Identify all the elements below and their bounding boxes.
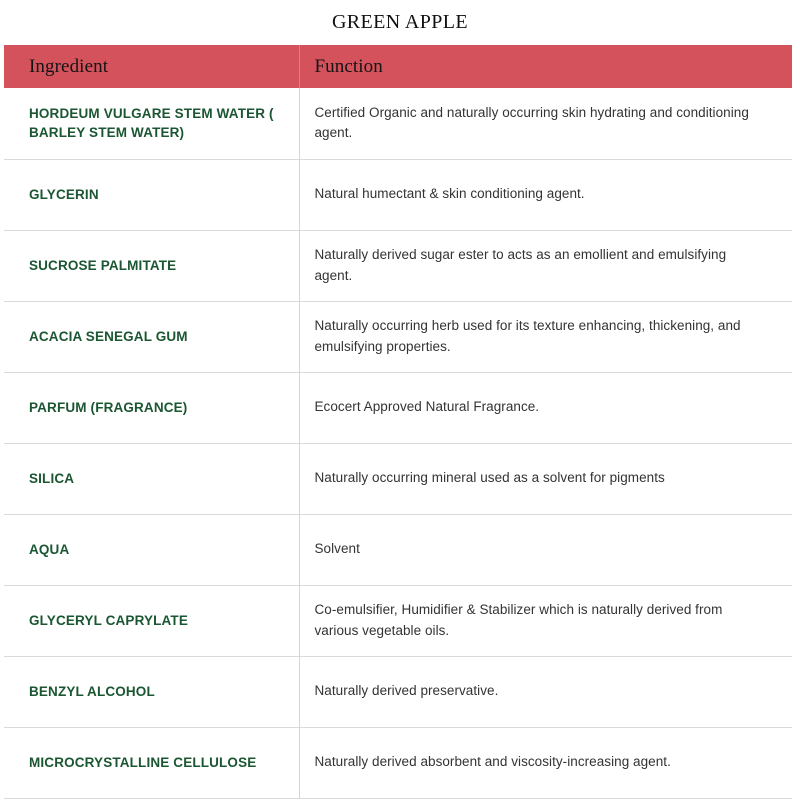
table-row bbox=[4, 727, 792, 798]
table-row bbox=[4, 514, 792, 585]
cell-ingredient: SILICA bbox=[4, 443, 299, 514]
column-header-ingredient: Ingredient bbox=[4, 45, 299, 88]
table-row bbox=[4, 656, 792, 727]
ingredient-table bbox=[4, 45, 792, 799]
table-row bbox=[4, 585, 792, 656]
cell-ingredient: SUCROSE PALMITATE bbox=[4, 230, 299, 301]
cell-ingredient: GLYCERYL CAPRYLATE bbox=[4, 585, 299, 656]
cell-ingredient: ACACIA SENEGAL GUM bbox=[4, 301, 299, 372]
cell-function: Naturally occurring mineral used as a solvent for pigments bbox=[299, 443, 792, 514]
cell-ingredient: HORDEUM VULGARE STEM WATER ( BARLEY STEM WATER) bbox=[4, 88, 299, 159]
table-row bbox=[4, 443, 792, 514]
cell-function: Naturally derived sugar ester to acts as an emollient and emulsifying agent. bbox=[299, 230, 792, 301]
cell-ingredient: BENZYL ALCOHOL bbox=[4, 656, 299, 727]
cell-ingredient: PARFUM (FRAGRANCE) bbox=[4, 372, 299, 443]
table-row bbox=[4, 88, 792, 159]
table-row bbox=[4, 301, 792, 372]
column-header-function: Function bbox=[299, 45, 792, 88]
cell-function: Certified Organic and naturally occurring skin hydrating and conditioning agent. bbox=[299, 88, 792, 159]
cell-ingredient: GLYCERIN bbox=[4, 159, 299, 230]
cell-function: Naturally derived preservative. bbox=[299, 656, 792, 727]
cell-function: Solvent bbox=[299, 514, 792, 585]
cell-function: Naturally occurring herb used for its texture enhancing, thickening, and emulsifying properties. bbox=[299, 301, 792, 372]
cell-ingredient: MICROCRYSTALLINE CELLULOSE bbox=[4, 727, 299, 798]
table-row bbox=[4, 159, 792, 230]
page-title: GREEN APPLE bbox=[331, 11, 469, 33]
cell-function: Natural humectant & skin conditioning agent. bbox=[299, 159, 792, 230]
table-header bbox=[4, 45, 792, 88]
cell-function: Co-emulsifier, Humidifier & Stabilizer which is naturally derived from various vegetable oils. bbox=[299, 585, 792, 656]
cell-function: Ecocert Approved Natural Fragrance. bbox=[299, 372, 792, 443]
table-body bbox=[4, 88, 792, 798]
table-row bbox=[4, 372, 792, 443]
cell-function: Naturally derived absorbent and viscosity-increasing agent. bbox=[299, 727, 792, 798]
table-row bbox=[4, 230, 792, 301]
table-header-row bbox=[4, 45, 792, 88]
cell-ingredient: AQUA bbox=[4, 514, 299, 585]
ingredient-table-container bbox=[4, 45, 792, 799]
